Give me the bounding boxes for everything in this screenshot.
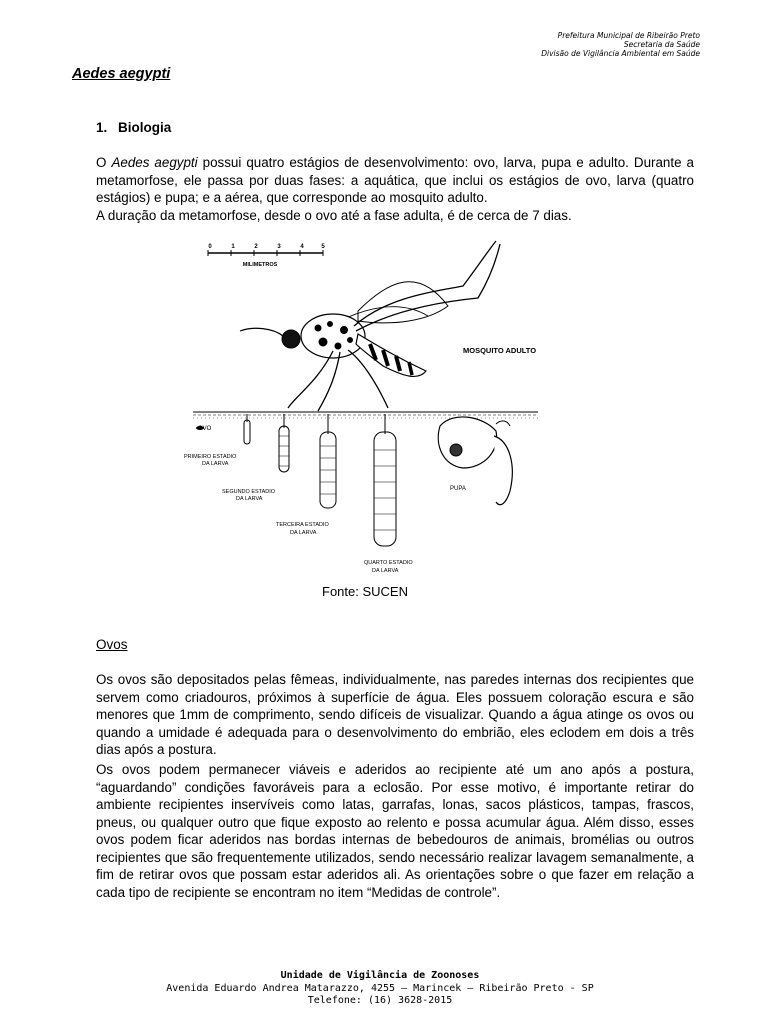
- figure-caption: Fonte: SUCEN: [322, 584, 408, 599]
- label-larva-stage-2-line2: DA LARVA: [236, 496, 263, 502]
- larva-stage-3: [320, 414, 336, 508]
- scale-tick-3: 3: [277, 244, 281, 250]
- footer-organization: Unidade de Vigilância de Zoonoses: [280, 970, 480, 981]
- life-cycle-illustration: [178, 236, 540, 576]
- intro-rest: possui quatro estágios de desenvolvimento: ovo, larva, pupa e adulto. Durante a metamorfose, ele passa por duas fases: a aquática, que inclui os estágios de ovo, larva (quatro estágios) e pupa; e a aérea, que corresponde ao mosquito adulto.: [96, 155, 694, 205]
- header-secretariat: Secretaria da Saúde: [623, 40, 700, 49]
- scale-tick-1: 1: [231, 244, 235, 250]
- label-larva-stage-1-line2: DA LARVA: [202, 461, 229, 467]
- section-title: Biologia: [118, 120, 172, 135]
- intro-paragraph: [96, 154, 694, 207]
- larva-stage-4: [374, 414, 396, 546]
- section-heading: [96, 120, 171, 135]
- footer-address: Avenida Eduardo Andrea Matarazzo, 4255 – Marincek – Ribeirão Preto - SP: [166, 982, 594, 994]
- footer-phone: Telefone: (16) 3628-2015: [307, 995, 453, 1006]
- label-egg: OVO: [198, 426, 212, 432]
- label-larva-stage-3-line2: DA LARVA: [290, 530, 317, 536]
- millimeter-scale: [208, 244, 325, 268]
- page-header: [541, 31, 700, 58]
- eggs-paragraph-2: Os ovos podem permanecer viáveis e aderidos ao recipiente até um ano após a postura, “aguardando” condições favoráveis para a eclosão. Por esse motivo, é importante retirar do ambiente recipientes inservíveis como latas, garrafas, lonas, sacos plásticos, tampas, frascos, pneus, ou qualquer outro que fique exposto ao relento e possa acumular água. Além disso, esses ovos podem ficar aderidos nas bordas internas de bebedouros de animais, bromélias ou outros recipientes que são frequentemente utilizados, sendo necessário realizar lavagem semanalmente, a fim de retirar ovos que possam estar aderidos ali. As orientações sobre o que fazer em relação a cada tipo de recipiente se encontram no item “Medidas de controle”.: [96, 762, 694, 900]
- eggs-heading: Ovos: [96, 637, 128, 652]
- label-larva-stage-4-line2: DA LARVA: [372, 568, 399, 574]
- page-footer: [0, 970, 760, 1008]
- label-larva-stage-4-line1: QUARTO ESTADIO: [364, 560, 413, 566]
- header-municipality: Prefeitura Municipal de Ribeirão Preto: [557, 31, 700, 40]
- header-division: Divisão de Vigilância Ambiental em Saúde: [541, 49, 700, 58]
- label-pupa: PUPA: [450, 486, 466, 492]
- scale-tick-0: 0: [208, 244, 212, 250]
- scale-tick-4: 4: [300, 244, 304, 250]
- scale-tick-2: 2: [254, 244, 258, 250]
- section-number: 1.: [96, 120, 108, 135]
- water-surface: [193, 412, 538, 418]
- document-title: Aedes aegypti: [72, 66, 171, 82]
- scale-tick-5: 5: [321, 244, 325, 250]
- scale-unit-label: MILIMETROS: [242, 262, 278, 268]
- life-cycle-figure: [178, 236, 540, 576]
- label-adult-mosquito: MOSQUITO ADULTO: [463, 346, 537, 355]
- adult-mosquito: [240, 241, 500, 411]
- label-larva-stage-3-line1: TERCEIRA ESTADIO: [276, 522, 329, 528]
- species-name: Aedes aegypti: [111, 155, 198, 170]
- label-larva-stage-2-line1: SEGUNDO ESTADIO: [222, 489, 276, 495]
- intro-lead: O: [96, 155, 112, 170]
- label-larva-stage-1-line1: PRIMEIRO ESTADIO: [184, 454, 237, 460]
- eggs-paragraph-1: Os ovos são depositados pelas fêmeas, individualmente, nas paredes internas dos recipientes que servem como criadouros, próximos à superfície de água. Eles possuem coloração escura e são menores que 1mm de comprimento, sendo difíceis de visualizar. Quando a água atinge os ovos ou quando a umidade é adequada para o desenvolvimento do embrião, eles eclodem em dois a três dias após a postura.: [96, 672, 694, 757]
- duration-paragraph: A duração da metamorfose, desde o ovo até a fase adulta, é de cerca de 7 dias.: [96, 208, 572, 223]
- larva-stage-1: [244, 414, 250, 444]
- larva-stage-2: [279, 414, 289, 472]
